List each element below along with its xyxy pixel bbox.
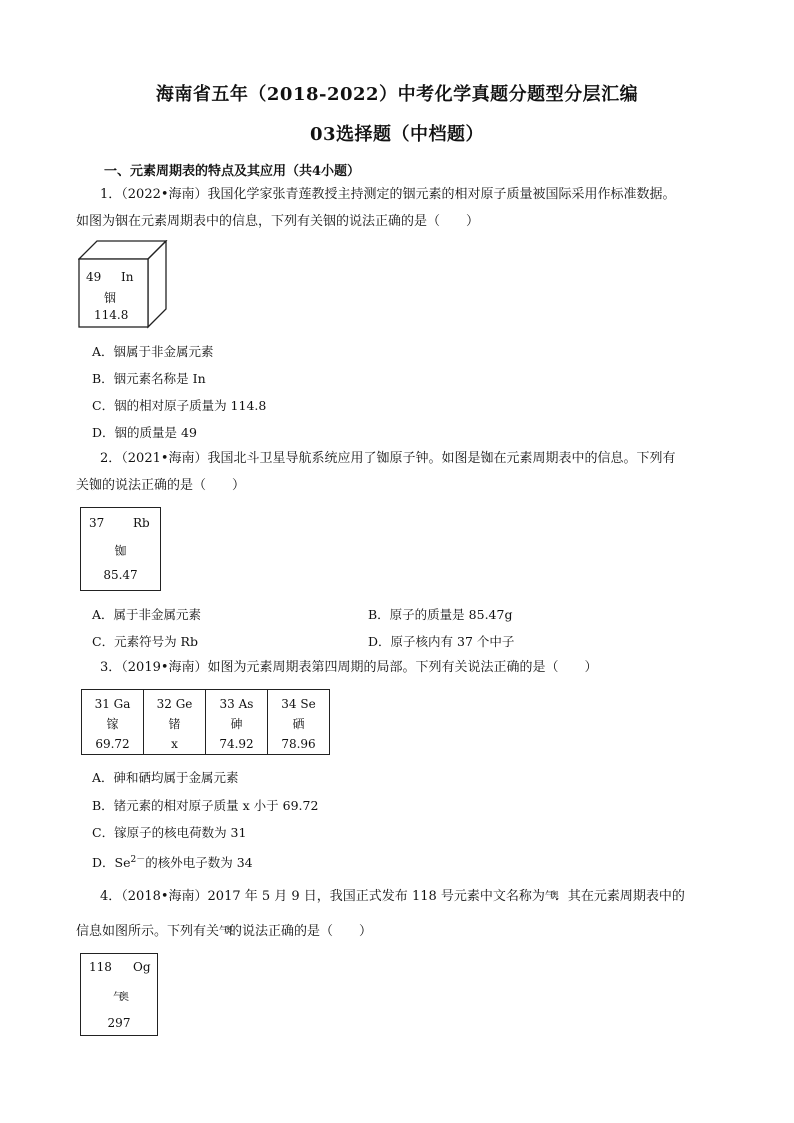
q1-option-d: D．铟的质量是 49	[92, 425, 197, 440]
q4-og-glyph: 气奥	[544, 891, 555, 901]
q3-cell-ge	[144, 690, 206, 755]
q3-cell-head: 33 As	[219, 697, 254, 711]
q1-atomic-mass: 114.8	[94, 308, 129, 322]
q2-stem-line2: 关铷的说法正确的是（ ）	[76, 478, 246, 493]
q3-cell-head: 34 Se	[281, 697, 316, 711]
q2-option-c: C．元素符号为 Rb	[92, 634, 198, 649]
q1-atomic-number: 49	[86, 270, 102, 284]
q3-cell-mass: 74.92	[219, 737, 254, 751]
q2-atomic-number: 37	[89, 516, 105, 530]
q1-stem-line1: 1．（2022•海南）我国化学家张青莲教授主持测定的铟元素的相对原子质量被国际采用作标准数据。	[100, 187, 676, 202]
q1-option-c: C．铟的相对原子质量为 114.8	[92, 398, 267, 413]
q3-cell-mass: x	[171, 737, 178, 751]
q4-atomic-number: 118	[89, 960, 112, 974]
q3-cell-mass: 78.96	[281, 737, 316, 751]
q4-element-symbol: Og	[133, 960, 151, 974]
q4-og-glyph: 气奥	[219, 926, 230, 936]
q3-option-d-suffix: 的核外电子数为 34	[145, 855, 253, 871]
q3-option-b: B．锗元素的相对原子质量 x 小于 69.72	[92, 798, 319, 813]
q1-option-a: A．铟属于非金属元素	[92, 344, 214, 359]
q3-cell-head: 31 Ga	[94, 697, 131, 711]
q2-stem-line1: 2．（2021•海南）我国北斗卫星导航系统应用了铷原子钟。如图是铷在元素周期表中的信息。下列有	[100, 451, 676, 466]
q1-option-b: B．铟元素名称是 In	[92, 371, 206, 386]
q3-cell-head: 32 Ge	[156, 697, 193, 711]
q4-element-cell	[80, 953, 158, 1036]
q3-cell-mass: 69.72	[95, 737, 130, 751]
q4-stem-line2	[76, 918, 372, 945]
q3-option-d-charge: 2－	[130, 855, 146, 865]
q4-element-name: 气奥	[113, 992, 125, 1003]
q3-cell-name: 镓	[106, 717, 119, 731]
q2-option-a: A．属于非金属元素	[92, 607, 202, 622]
q2-element-symbol: Rb	[133, 516, 150, 530]
q3-option-c: C．镓原子的核电荷数为 31	[92, 825, 247, 840]
q3-cell-se	[268, 690, 330, 755]
q4-stem-line1-post: ．其在元素周期表中的	[554, 889, 685, 904]
q3-option-a: A．砷和硒均属于金属元素	[92, 770, 239, 785]
q2-element-cell	[80, 507, 161, 591]
q3-cell-name: 锗	[168, 717, 181, 731]
q4-stem-line1	[100, 883, 685, 910]
q2-atomic-mass: 85.47	[103, 568, 138, 582]
page-title: 海南省五年（2018-2022）中考化学真题分题型分层汇编	[155, 84, 639, 105]
q4-stem-line2-post: 的说法正确的是（ ）	[229, 924, 373, 939]
q3-stem-line1: 3．（2019•海南）如图为元素周期表第四周期的局部。下列有关说法正确的是（ ）	[100, 660, 598, 675]
q3-cell-as	[206, 690, 268, 755]
q3-option-d-prefix: D．Se	[92, 855, 131, 871]
q2-option-d: D．原子核内有 37 个中子	[368, 634, 515, 649]
q3-cell-ga	[82, 690, 144, 755]
q3-cell-name: 砷	[230, 717, 243, 731]
q3-option-d	[92, 852, 253, 871]
q1-stem-line2: 如图为铟在元素周期表中的信息，下列有关铟的说法正确的是（ ）	[76, 214, 480, 229]
q4-stem-line1-pre: 4．（2018•海南）2017 年 5 月 9 日，我国正式发布 118 号元素中文名称为	[100, 889, 545, 904]
q3-periodic-table-fragment	[81, 689, 330, 755]
q3-cell-name: 硒	[292, 717, 305, 731]
q1-element-name: 铟	[104, 291, 117, 305]
q4-stem-line2-pre: 信息如图所示。下列有关	[76, 924, 220, 939]
q4-atomic-mass: 297	[107, 1016, 131, 1030]
section-heading: 一、元素周期表的特点及其应用（共4小题）	[104, 164, 361, 179]
page-subtitle: 03选择题（中档题）	[309, 124, 485, 145]
q2-element-name: 铷	[114, 544, 127, 558]
q1-element-symbol: In	[121, 270, 134, 284]
q2-option-b: B．原子的质量是 85.47g	[368, 607, 513, 622]
